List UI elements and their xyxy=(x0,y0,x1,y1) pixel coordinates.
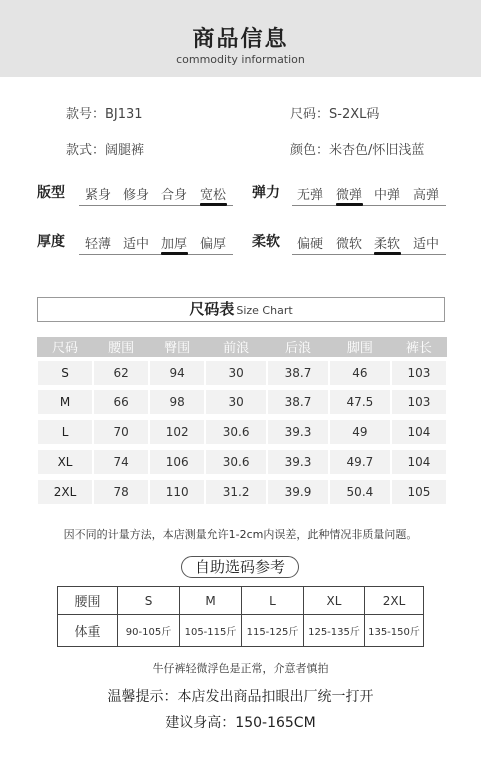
size-guide-row-label: 腰围 xyxy=(58,587,118,615)
size-guide-cell: S xyxy=(118,587,180,615)
fade-note: 牛仔裤轻微浮色是正常，介意者慎拍 xyxy=(152,662,329,675)
table-cell: 39.3 xyxy=(268,420,328,444)
table-cell: L xyxy=(38,420,92,444)
section-subtitle: commodity information xyxy=(176,53,305,66)
table-cell: 30 xyxy=(206,390,266,414)
size-guide-cell: M xyxy=(180,587,242,615)
measurement-note: 因不同的计量方法，本店测量允许1-2cm内误差，此种情况非质量问题。 xyxy=(63,528,418,541)
size-chart-header-row xyxy=(37,337,447,358)
size-chart-title-cn: 尺码表 xyxy=(189,300,235,318)
attr-fit-selected-marker xyxy=(200,203,227,206)
column-header: 尺码 xyxy=(37,337,93,358)
attr-fit-option-selected: 宽松 xyxy=(200,188,227,203)
size-guide-row-label: 体重 xyxy=(58,615,118,647)
table-cell: 106 xyxy=(150,450,204,474)
section-header xyxy=(0,0,481,77)
size-guide-title: 自助选码参考 xyxy=(181,556,299,578)
attr-thickness-underline xyxy=(79,254,233,255)
table-cell: 74 xyxy=(94,450,148,474)
table-cell: 38.7 xyxy=(268,361,328,385)
table-cell: 39.9 xyxy=(268,480,328,504)
table-row xyxy=(37,447,447,477)
table-cell: S xyxy=(38,361,92,385)
table-cell: 39.3 xyxy=(268,450,328,474)
attr-elasticity-option: 中弹 xyxy=(374,188,401,203)
color-options: 颜色：米杏色/怀旧浅蓝 xyxy=(290,143,425,158)
size-guide-cell: 2XL xyxy=(365,587,424,615)
attr-fit-option: 紧身 xyxy=(85,188,112,203)
table-cell: 46 xyxy=(330,361,390,385)
size-chart-title-en: Size Chart xyxy=(236,304,293,317)
table-cell: 102 xyxy=(150,420,204,444)
attr-elasticity xyxy=(252,180,447,210)
size-guide-cell: 125-135斤 xyxy=(304,615,365,647)
attr-fit-option: 合身 xyxy=(161,188,188,203)
attr-fit-label: 版型 xyxy=(37,185,65,201)
attr-elasticity-option-selected: 微弹 xyxy=(336,188,363,203)
attr-fit-option: 修身 xyxy=(123,188,150,203)
column-header: 脚围 xyxy=(329,337,391,358)
table-cell: XL xyxy=(38,450,92,474)
table-row xyxy=(37,358,447,388)
table-cell: 49 xyxy=(330,420,390,444)
table-cell: 50.4 xyxy=(330,480,390,504)
column-header: 前浪 xyxy=(205,337,267,358)
attr-thickness-option: 适中 xyxy=(123,237,150,252)
size-guide-cell: L xyxy=(242,587,304,615)
column-header: 腰围 xyxy=(93,337,149,358)
attr-softness-selected-marker xyxy=(374,252,401,255)
attr-thickness-option-selected: 加厚 xyxy=(161,237,188,252)
table-cell: 94 xyxy=(150,361,204,385)
table-cell: 30.6 xyxy=(206,450,266,474)
attr-elasticity-selected-marker xyxy=(336,203,363,206)
attr-elasticity-option: 无弹 xyxy=(297,188,324,203)
model-number: 款号：BJ131 xyxy=(66,107,143,122)
size-guide-row-waist xyxy=(58,587,424,615)
table-cell: 103 xyxy=(392,361,446,385)
column-header: 后浪 xyxy=(267,337,329,358)
size-guide-cell: 135-150斤 xyxy=(365,615,424,647)
attr-softness-underline xyxy=(292,254,446,255)
size-range: 尺码：S-2XL码 xyxy=(290,107,380,122)
table-cell: 30 xyxy=(206,361,266,385)
table-cell: 105 xyxy=(392,480,446,504)
table-cell: 49.7 xyxy=(330,450,390,474)
table-cell: 62 xyxy=(94,361,148,385)
attr-thickness-label: 厚度 xyxy=(37,234,65,250)
table-cell: 2XL xyxy=(38,480,92,504)
attr-thickness-selected-marker xyxy=(161,252,188,255)
table-cell: 31.2 xyxy=(206,480,266,504)
size-guide-table xyxy=(57,586,424,647)
size-guide-cell: 105-115斤 xyxy=(180,615,242,647)
attr-fit xyxy=(37,180,237,210)
attr-elasticity-underline xyxy=(292,205,446,206)
attr-thickness-option: 轻薄 xyxy=(85,237,112,252)
table-cell: M xyxy=(38,390,92,414)
section-title: 商品信息 xyxy=(192,27,289,52)
attr-softness xyxy=(252,229,447,259)
attr-softness-option-selected: 柔软 xyxy=(374,237,401,252)
attr-softness-option: 适中 xyxy=(413,237,440,252)
attr-softness-option: 微软 xyxy=(336,237,363,252)
table-cell: 38.7 xyxy=(268,390,328,414)
attr-softness-option: 偏硬 xyxy=(297,237,324,252)
column-header: 裤长 xyxy=(391,337,447,358)
shipping-tip: 温馨提示：本店发出商品扣眼出厂统一打开 xyxy=(107,689,374,705)
table-cell: 98 xyxy=(150,390,204,414)
recommended-height: 建议身高：150-165CM xyxy=(165,715,316,731)
table-row xyxy=(37,388,447,418)
table-cell: 47.5 xyxy=(330,390,390,414)
attr-elasticity-option: 高弹 xyxy=(413,188,440,203)
table-cell: 30.6 xyxy=(206,420,266,444)
table-cell: 66 xyxy=(94,390,148,414)
table-cell: 70 xyxy=(94,420,148,444)
table-cell: 104 xyxy=(392,420,446,444)
size-guide-cell: 115-125斤 xyxy=(242,615,304,647)
attr-thickness xyxy=(37,229,237,259)
size-guide-cell: 90-105斤 xyxy=(118,615,180,647)
table-cell: 104 xyxy=(392,450,446,474)
size-guide-cell: XL xyxy=(304,587,365,615)
table-cell: 103 xyxy=(392,390,446,414)
attr-elasticity-label: 弹力 xyxy=(252,185,280,201)
style-type: 款式：阔腿裤 xyxy=(66,143,145,158)
size-chart-title xyxy=(37,297,445,322)
column-header: 臀围 xyxy=(149,337,205,358)
attr-softness-label: 柔软 xyxy=(252,234,280,250)
table-row xyxy=(37,417,447,447)
table-row xyxy=(37,476,447,506)
size-guide-row-weight xyxy=(58,615,424,647)
size-chart-table xyxy=(37,337,447,506)
table-cell: 78 xyxy=(94,480,148,504)
attr-thickness-option: 偏厚 xyxy=(200,237,227,252)
table-cell: 110 xyxy=(150,480,204,504)
